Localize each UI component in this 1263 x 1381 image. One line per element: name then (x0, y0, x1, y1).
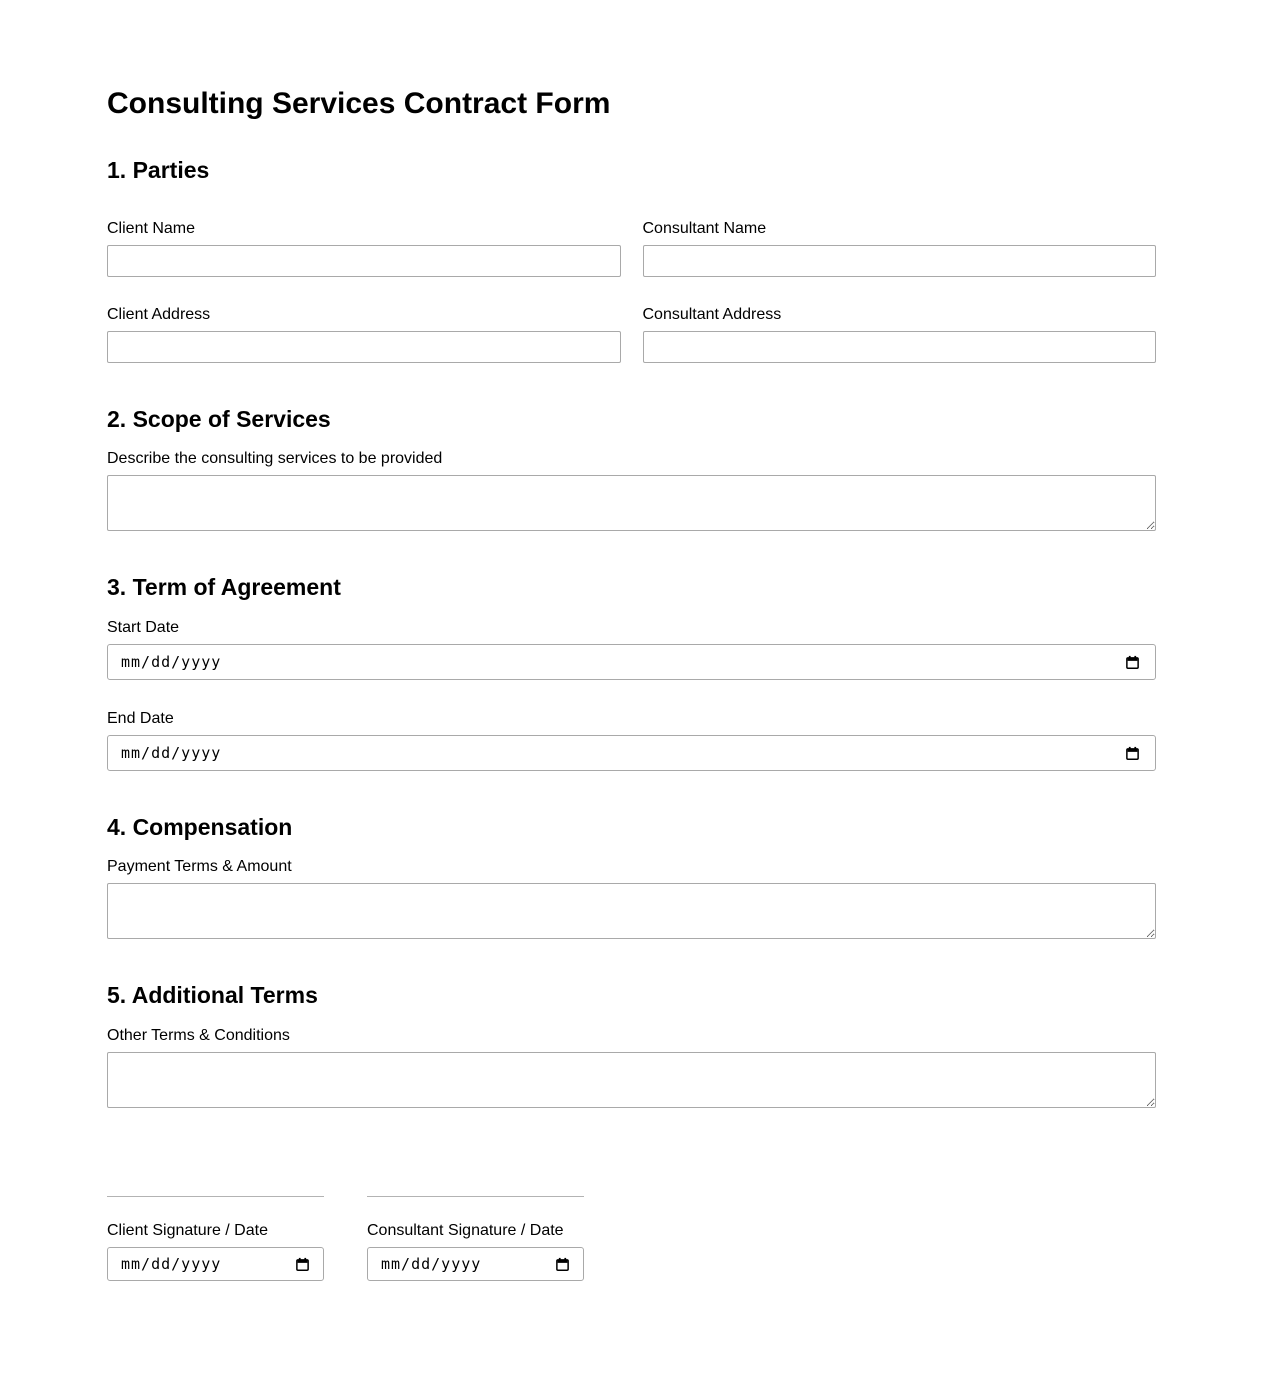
section-scope-heading: 2. Scope of Services (107, 405, 331, 432)
consultant-name-label: Consultant Name (642, 219, 767, 237)
signature-row (107, 1196, 1156, 1281)
calendar-icon[interactable] (1125, 745, 1140, 761)
client-signature-line (107, 1196, 324, 1197)
client-name-input[interactable] (107, 245, 621, 277)
start-date-label: Start Date (107, 618, 180, 636)
client-address-label: Client Address (107, 305, 211, 323)
field-scope-description (107, 450, 1156, 531)
payment-terms-textarea[interactable] (107, 883, 1156, 939)
consultant-signature-date-input[interactable] (367, 1247, 584, 1281)
scope-description-textarea[interactable] (107, 475, 1156, 531)
payment-terms-label: Payment Terms & Amount (107, 858, 292, 876)
start-date-placeholder: mm/dd/yyyy (121, 652, 222, 671)
consultant-signature-date-placeholder: mm/dd/yyyy (381, 1254, 482, 1273)
field-end-date (107, 710, 1156, 771)
section-additional-terms-heading: 5. Additional Terms (107, 982, 318, 1009)
client-signature-label: Client Signature / Date (107, 1221, 268, 1239)
section-scope (107, 406, 1156, 532)
other-terms-label: Other Terms & Conditions (107, 1026, 290, 1044)
field-client-address (107, 306, 621, 363)
section-additional-terms (107, 982, 1156, 1108)
page-title: Consulting Services Contract Form (107, 87, 611, 120)
scope-description-label: Describe the consulting services to be provided (107, 450, 443, 468)
section-term (107, 574, 1156, 771)
section-parties (107, 157, 1156, 363)
field-other-terms (107, 1027, 1156, 1108)
end-date-label: End Date (107, 709, 174, 727)
field-client-name (107, 220, 621, 277)
field-start-date (107, 619, 1156, 680)
section-term-heading: 3. Term of Agreement (107, 574, 341, 601)
field-consultant-address (643, 306, 1157, 363)
client-signature-date-placeholder: mm/dd/yyyy (121, 1254, 222, 1273)
other-terms-textarea[interactable] (107, 1052, 1156, 1108)
client-name-label: Client Name (107, 219, 196, 237)
end-date-input[interactable] (107, 735, 1156, 771)
calendar-icon[interactable] (295, 1256, 310, 1272)
client-signature-date-input[interactable] (107, 1247, 324, 1281)
calendar-icon[interactable] (555, 1256, 570, 1272)
client-signature-block (107, 1196, 324, 1281)
consultant-name-input[interactable] (643, 245, 1157, 277)
section-compensation (107, 814, 1156, 940)
consultant-address-label: Consultant Address (642, 305, 782, 323)
client-address-input[interactable] (107, 331, 621, 363)
section-parties-heading: 1. Parties (107, 157, 210, 183)
end-date-placeholder: mm/dd/yyyy (121, 743, 222, 762)
consultant-signature-line (367, 1196, 584, 1197)
consultant-address-input[interactable] (643, 331, 1157, 363)
start-date-input[interactable] (107, 644, 1156, 680)
consultant-signature-label: Consultant Signature / Date (367, 1221, 564, 1239)
calendar-icon[interactable] (1125, 654, 1140, 670)
parties-grid (107, 220, 1156, 363)
consultant-signature-block (367, 1196, 584, 1281)
field-payment-terms (107, 858, 1156, 939)
contract-form-page (107, 0, 1156, 1381)
field-consultant-name (643, 220, 1157, 277)
section-compensation-heading: 4. Compensation (107, 813, 293, 840)
